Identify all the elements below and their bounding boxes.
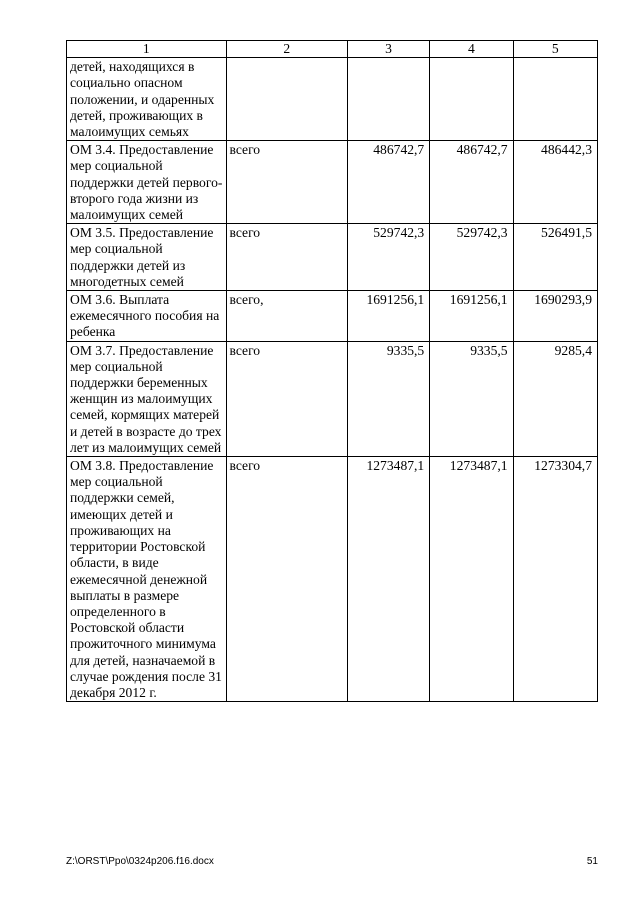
header-col-5: 5 [513,41,597,58]
measure-name: ОМ 3.7. Предоставление мер социальной поддержки беременных женщин из малоимущих семей, кормящих матерей и детей в возрасте до трех лет из малоимущих семей [67,341,227,456]
funding-type: всего [226,141,347,224]
funding-type: всего [226,224,347,291]
value-col-3: 1691256,1 [347,291,429,342]
funding-type: всего [226,457,347,702]
measure-name: детей, находящихся в социально опасном положении, и одаренных детей, проживающих в малоимущих семьях [67,58,227,141]
header-row [67,41,598,58]
value-col-3: 529742,3 [347,224,429,291]
table-row [67,224,598,291]
value-col-4: 1691256,1 [430,291,513,342]
value-col-5: 486442,3 [513,141,597,224]
value-col-5: 1273304,7 [513,457,597,702]
funding-type [226,58,347,141]
header-col-2: 2 [226,41,347,58]
measure-name: ОМ 3.8. Предоставление мер социальной поддержки семей, имеющих детей и проживающих на территории Ростовской области, в виде ежемесячной денежной выплаты в размере определенного в Ростовской области прожиточного минимума для детей, назначаемой в случае рождения после 31 декабря 2012 г. [67,457,227,702]
value-col-4: 9335,5 [430,341,513,456]
table-row [67,291,598,342]
value-col-5 [513,58,597,141]
measure-name: ОМ 3.4. Предоставление мер социальной поддержки детей первого-второго года жизни из малоимущих семей [67,141,227,224]
page-number: 51 [586,856,598,867]
funding-type: всего, [226,291,347,342]
table-body [67,58,598,702]
value-col-3 [347,58,429,141]
value-col-3: 9335,5 [347,341,429,456]
table-row [67,341,598,456]
value-col-5: 526491,5 [513,224,597,291]
table-row [67,457,598,702]
value-col-3: 1273487,1 [347,457,429,702]
table-row [67,141,598,224]
value-col-4: 486742,7 [430,141,513,224]
value-col-5: 9285,4 [513,341,597,456]
value-col-4: 529742,3 [430,224,513,291]
budget-table [66,40,598,702]
value-col-4 [430,58,513,141]
header-col-3: 3 [347,41,429,58]
value-col-3: 486742,7 [347,141,429,224]
measure-name: ОМ 3.6. Выплата ежемесячного пособия на ребенка [67,291,227,342]
header-col-1: 1 [67,41,227,58]
table-header [67,41,598,58]
value-col-5: 1690293,9 [513,291,597,342]
header-col-4: 4 [430,41,513,58]
value-col-4: 1273487,1 [430,457,513,702]
document-file-path: Z:\ORST\Ppo\0324p206.f16.docx [66,856,214,867]
table-row [67,58,598,141]
funding-type: всего [226,341,347,456]
measure-name: ОМ 3.5. Предоставление мер социальной поддержки детей из многодетных семей [67,224,227,291]
